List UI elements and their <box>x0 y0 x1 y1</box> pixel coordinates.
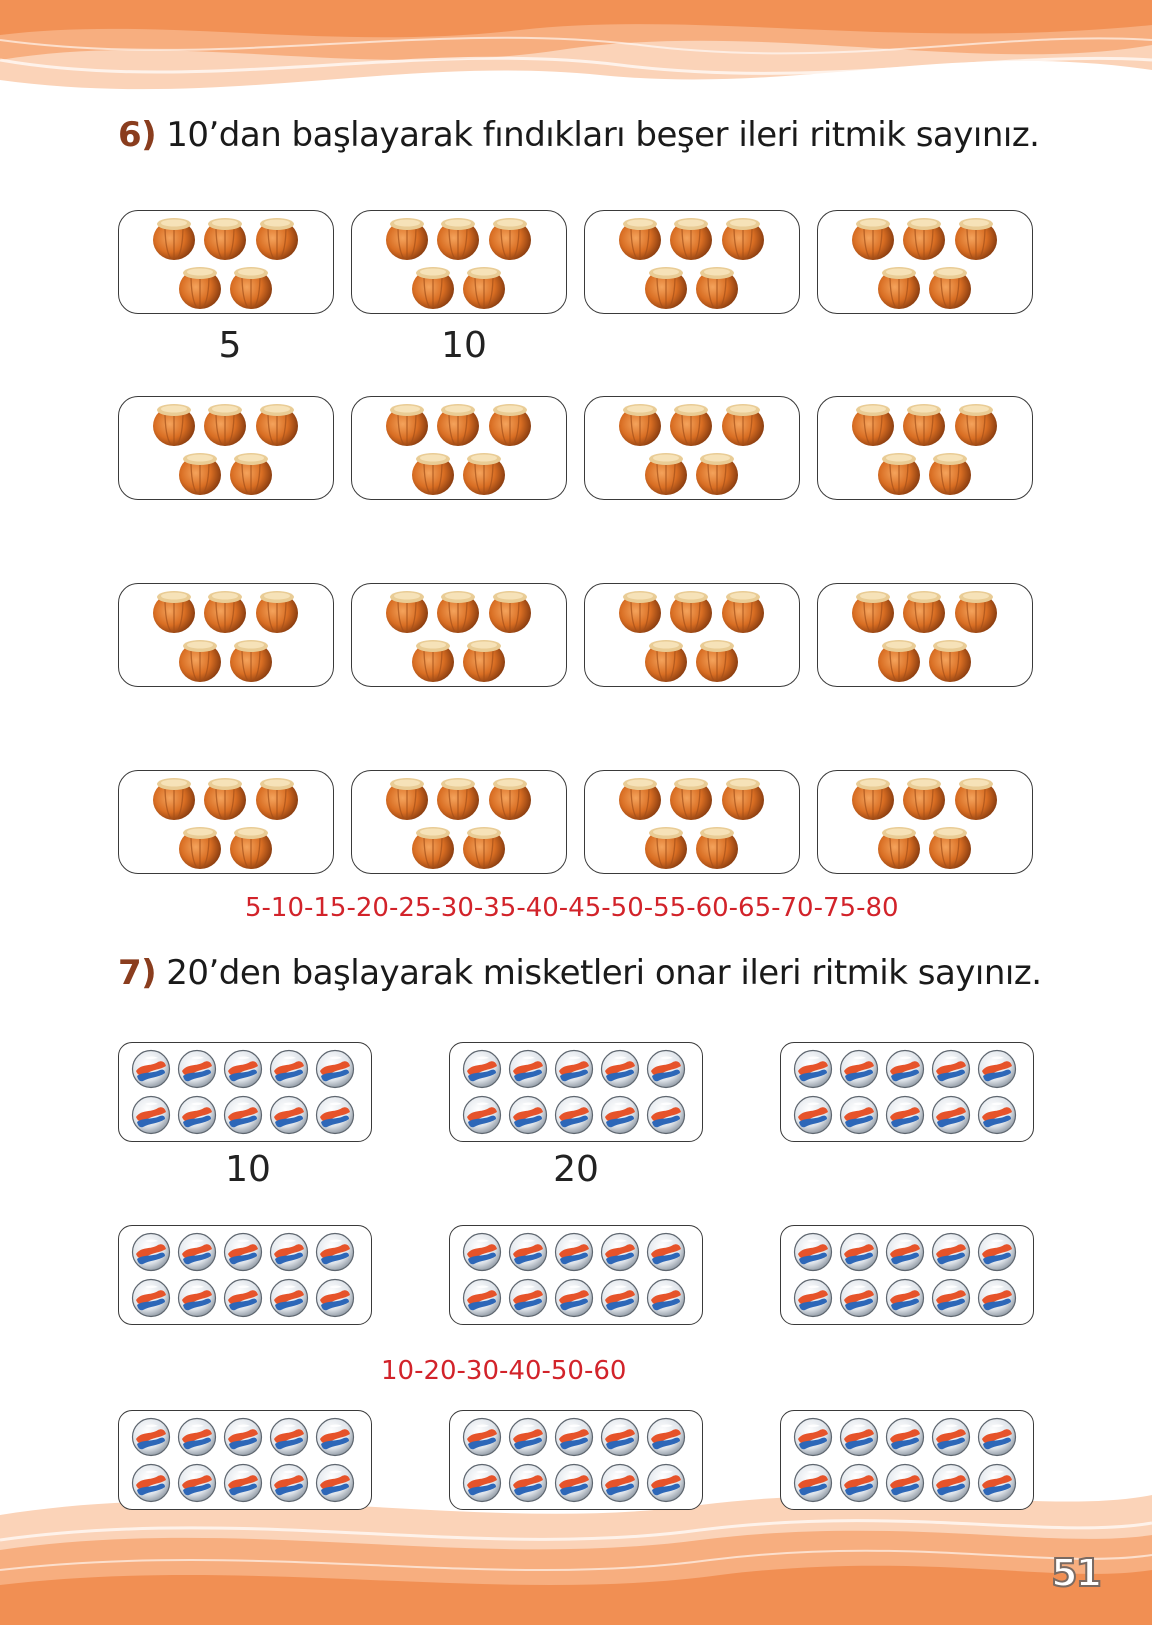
marble-icon <box>839 1463 879 1503</box>
hazelnut-icon <box>668 401 714 447</box>
marble-icon <box>131 1095 171 1135</box>
hazelnut-icon <box>177 264 223 310</box>
hazelnut-icon <box>850 588 896 634</box>
hazelnut-icon <box>668 588 714 634</box>
hazelnut-icon <box>643 450 689 496</box>
hazelnut-icon <box>228 637 274 683</box>
marble-icon <box>977 1463 1017 1503</box>
marble-group-6 <box>780 1225 1034 1325</box>
marble-icon <box>269 1232 309 1272</box>
hazelnut-icon <box>668 775 714 821</box>
hazelnut-icon <box>643 824 689 870</box>
hazelnut-icon <box>487 401 533 447</box>
marble-group-8 <box>449 1410 703 1510</box>
marble-icon <box>793 1232 833 1272</box>
marble-icon <box>793 1417 833 1457</box>
hazelnut-group-8 <box>817 396 1033 500</box>
hazelnut-icon <box>384 215 430 261</box>
marble-icon <box>462 1095 502 1135</box>
marble-icon <box>885 1095 925 1135</box>
marble-icon <box>315 1049 355 1089</box>
marble-icon <box>269 1049 309 1089</box>
question-7-text: 20’den başlayarak misketleri onar ileri ritmik sayınız. <box>166 953 1042 993</box>
marble-icon <box>931 1278 971 1318</box>
top-wave-decoration <box>0 0 1152 115</box>
hazelnut-group-5 <box>118 396 334 500</box>
hazelnut-icon <box>617 775 663 821</box>
marble-icon <box>885 1463 925 1503</box>
hazelnut-icon <box>850 215 896 261</box>
marble-group-3 <box>780 1042 1034 1142</box>
marble-icon <box>977 1417 1017 1457</box>
hazelnut-icon <box>435 215 481 261</box>
marble-icon <box>977 1278 1017 1318</box>
count-label-1: 5 <box>218 325 242 366</box>
hazelnut-icon <box>461 637 507 683</box>
hazelnut-icon <box>876 450 922 496</box>
marble-icon <box>462 1049 502 1089</box>
hazelnut-icon <box>927 824 973 870</box>
hazelnut-icon <box>151 401 197 447</box>
hazelnut-group-13 <box>118 770 334 874</box>
hazelnut-icon <box>643 264 689 310</box>
marble-icon <box>508 1095 548 1135</box>
hazelnut-icon <box>151 215 197 261</box>
marble-icon <box>793 1463 833 1503</box>
hazelnut-group-2 <box>351 210 567 314</box>
marble-icon <box>508 1278 548 1318</box>
marble-icon <box>131 1278 171 1318</box>
marble-icon <box>223 1463 263 1503</box>
marble-icon <box>508 1417 548 1457</box>
hazelnut-icon <box>694 450 740 496</box>
marble-icon <box>315 1278 355 1318</box>
marble-icon <box>931 1095 971 1135</box>
marble-icon <box>931 1232 971 1272</box>
marble-icon <box>177 1463 217 1503</box>
marble-icon <box>600 1049 640 1089</box>
marble-icon <box>839 1232 879 1272</box>
hazelnut-icon <box>953 588 999 634</box>
hazelnut-icon <box>228 264 274 310</box>
hazelnut-icon <box>668 215 714 261</box>
marble-icon <box>269 1095 309 1135</box>
hazelnut-icon <box>901 588 947 634</box>
hazelnut-icon <box>901 401 947 447</box>
hazelnut-icon <box>254 588 300 634</box>
marble-icon <box>931 1049 971 1089</box>
marble-icon <box>931 1463 971 1503</box>
marble-icon <box>600 1278 640 1318</box>
hazelnut-icon <box>953 215 999 261</box>
hazelnut-icon <box>720 775 766 821</box>
marble-icon <box>839 1049 879 1089</box>
hazelnut-icon <box>410 824 456 870</box>
marble-icon <box>508 1232 548 1272</box>
count-label-2: 10 <box>441 325 487 366</box>
marble-group-9 <box>780 1410 1034 1510</box>
question-7-title <box>118 953 1042 993</box>
marble-icon <box>793 1049 833 1089</box>
marble-icon <box>885 1278 925 1318</box>
marble-icon <box>839 1417 879 1457</box>
marble-icon <box>646 1049 686 1089</box>
marble-icon <box>462 1463 502 1503</box>
count-label-3: 10 <box>225 1149 271 1190</box>
hazelnut-icon <box>850 775 896 821</box>
marble-icon <box>223 1232 263 1272</box>
hazelnut-icon <box>901 775 947 821</box>
hazelnut-group-7 <box>584 396 800 500</box>
page-number: 51 <box>1051 1551 1100 1595</box>
hazelnut-group-9 <box>118 583 334 687</box>
marble-icon <box>793 1095 833 1135</box>
hazelnut-icon <box>202 775 248 821</box>
hazelnut-icon <box>927 450 973 496</box>
marble-icon <box>131 1049 171 1089</box>
hazelnut-icon <box>617 401 663 447</box>
hazelnut-icon <box>617 588 663 634</box>
hazelnut-icon <box>384 588 430 634</box>
marble-icon <box>508 1463 548 1503</box>
hazelnut-icon <box>410 264 456 310</box>
marble-icon <box>885 1049 925 1089</box>
marble-icon <box>931 1417 971 1457</box>
hazelnut-icon <box>876 264 922 310</box>
marble-icon <box>462 1232 502 1272</box>
hazelnut-icon <box>487 775 533 821</box>
marble-icon <box>839 1278 879 1318</box>
question-6-answer: 5-10-15-20-25-30-35-40-45-50-55-60-65-70-75-80 <box>245 893 899 923</box>
hazelnut-icon <box>202 401 248 447</box>
marble-icon <box>554 1463 594 1503</box>
marble-icon <box>177 1417 217 1457</box>
marble-icon <box>315 1417 355 1457</box>
marble-icon <box>508 1049 548 1089</box>
hazelnut-icon <box>876 824 922 870</box>
marble-icon <box>600 1095 640 1135</box>
hazelnut-icon <box>927 264 973 310</box>
hazelnut-icon <box>876 637 922 683</box>
marble-icon <box>269 1278 309 1318</box>
hazelnut-group-1 <box>118 210 334 314</box>
marble-icon <box>646 1463 686 1503</box>
hazelnut-group-12 <box>817 583 1033 687</box>
marble-icon <box>977 1049 1017 1089</box>
hazelnut-icon <box>177 450 223 496</box>
hazelnut-icon <box>202 215 248 261</box>
marble-group-7 <box>118 1410 372 1510</box>
hazelnut-icon <box>151 588 197 634</box>
hazelnut-icon <box>435 588 481 634</box>
marble-icon <box>554 1049 594 1089</box>
marble-group-1 <box>118 1042 372 1142</box>
marble-icon <box>269 1417 309 1457</box>
marble-icon <box>600 1417 640 1457</box>
marble-icon <box>554 1278 594 1318</box>
hazelnut-icon <box>202 588 248 634</box>
marble-icon <box>223 1095 263 1135</box>
marble-icon <box>554 1232 594 1272</box>
marble-icon <box>223 1278 263 1318</box>
marble-icon <box>885 1232 925 1272</box>
marble-group-5 <box>449 1225 703 1325</box>
hazelnut-icon <box>694 824 740 870</box>
count-label-4: 20 <box>553 1149 599 1190</box>
hazelnut-group-11 <box>584 583 800 687</box>
question-6-number: 6) <box>118 115 157 155</box>
hazelnut-icon <box>254 401 300 447</box>
hazelnut-icon <box>410 450 456 496</box>
marble-icon <box>554 1417 594 1457</box>
hazelnut-icon <box>435 775 481 821</box>
hazelnut-icon <box>617 215 663 261</box>
marble-icon <box>600 1463 640 1503</box>
hazelnut-icon <box>177 824 223 870</box>
marble-icon <box>177 1278 217 1318</box>
marble-icon <box>646 1095 686 1135</box>
marble-icon <box>646 1417 686 1457</box>
hazelnut-icon <box>384 401 430 447</box>
marble-icon <box>839 1095 879 1135</box>
marble-group-4 <box>118 1225 372 1325</box>
marble-icon <box>462 1417 502 1457</box>
hazelnut-icon <box>927 637 973 683</box>
marble-icon <box>554 1095 594 1135</box>
hazelnut-icon <box>435 401 481 447</box>
marble-icon <box>223 1417 263 1457</box>
marble-icon <box>977 1095 1017 1135</box>
hazelnut-icon <box>228 824 274 870</box>
marble-icon <box>646 1232 686 1272</box>
hazelnut-icon <box>151 775 197 821</box>
hazelnut-icon <box>177 637 223 683</box>
hazelnut-icon <box>720 401 766 447</box>
hazelnut-icon <box>953 775 999 821</box>
question-6-title <box>118 115 1039 155</box>
marble-icon <box>315 1095 355 1135</box>
hazelnut-icon <box>487 215 533 261</box>
marble-icon <box>646 1278 686 1318</box>
hazelnut-icon <box>850 401 896 447</box>
hazelnut-icon <box>720 588 766 634</box>
hazelnut-icon <box>410 637 456 683</box>
marble-icon <box>315 1232 355 1272</box>
hazelnut-group-3 <box>584 210 800 314</box>
hazelnut-group-6 <box>351 396 567 500</box>
hazelnut-group-16 <box>817 770 1033 874</box>
hazelnut-icon <box>901 215 947 261</box>
marble-icon <box>131 1463 171 1503</box>
hazelnut-icon <box>953 401 999 447</box>
hazelnut-group-14 <box>351 770 567 874</box>
marble-icon <box>177 1049 217 1089</box>
question-6-text: 10’dan başlayarak fındıkları beşer ileri ritmik sayınız. <box>166 115 1040 155</box>
question-7-number: 7) <box>118 953 157 993</box>
marble-group-2 <box>449 1042 703 1142</box>
hazelnut-icon <box>384 775 430 821</box>
marble-icon <box>177 1095 217 1135</box>
marble-icon <box>131 1417 171 1457</box>
marble-icon <box>315 1463 355 1503</box>
hazelnut-group-4 <box>817 210 1033 314</box>
hazelnut-icon <box>487 588 533 634</box>
marble-icon <box>885 1417 925 1457</box>
marble-icon <box>462 1278 502 1318</box>
hazelnut-icon <box>254 215 300 261</box>
hazelnut-icon <box>461 264 507 310</box>
marble-icon <box>223 1049 263 1089</box>
hazelnut-icon <box>461 824 507 870</box>
hazelnut-icon <box>254 775 300 821</box>
hazelnut-icon <box>694 637 740 683</box>
marble-icon <box>177 1232 217 1272</box>
marble-icon <box>977 1232 1017 1272</box>
hazelnut-icon <box>720 215 766 261</box>
hazelnut-icon <box>461 450 507 496</box>
hazelnut-icon <box>643 637 689 683</box>
hazelnut-group-10 <box>351 583 567 687</box>
hazelnut-group-15 <box>584 770 800 874</box>
marble-icon <box>131 1232 171 1272</box>
marble-icon <box>600 1232 640 1272</box>
hazelnut-icon <box>228 450 274 496</box>
question-7-answer: 10-20-30-40-50-60 <box>381 1356 627 1386</box>
marble-icon <box>793 1278 833 1318</box>
marble-icon <box>269 1463 309 1503</box>
hazelnut-icon <box>694 264 740 310</box>
